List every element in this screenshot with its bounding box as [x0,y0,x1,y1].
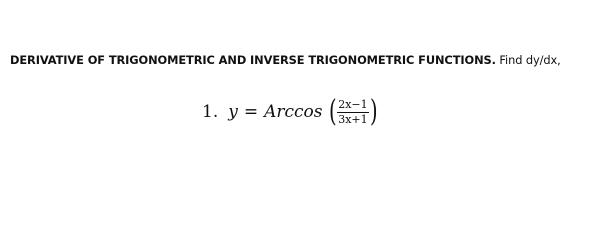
heading-title: DERIVATIVE OF TRIGONOMETRIC AND INVERSE TRIGONOMETRIC FUNCTIONS. [10,53,496,67]
close-parenthesis: ) [369,94,378,129]
fraction [337,99,368,125]
heading-instruction: Find dy/dx, [499,53,561,67]
equals-sign: = [243,102,259,122]
problem-number: 1. [202,102,219,122]
function-argument [327,94,380,129]
fraction-numerator: 2x−1 [338,97,368,111]
function-name: Arccos [264,102,323,122]
dependent-variable: y [228,102,238,122]
problem-item [202,92,379,132]
heading [10,53,561,67]
open-parenthesis: ( [328,94,337,129]
fraction-denominator: 3x+1 [338,112,368,126]
